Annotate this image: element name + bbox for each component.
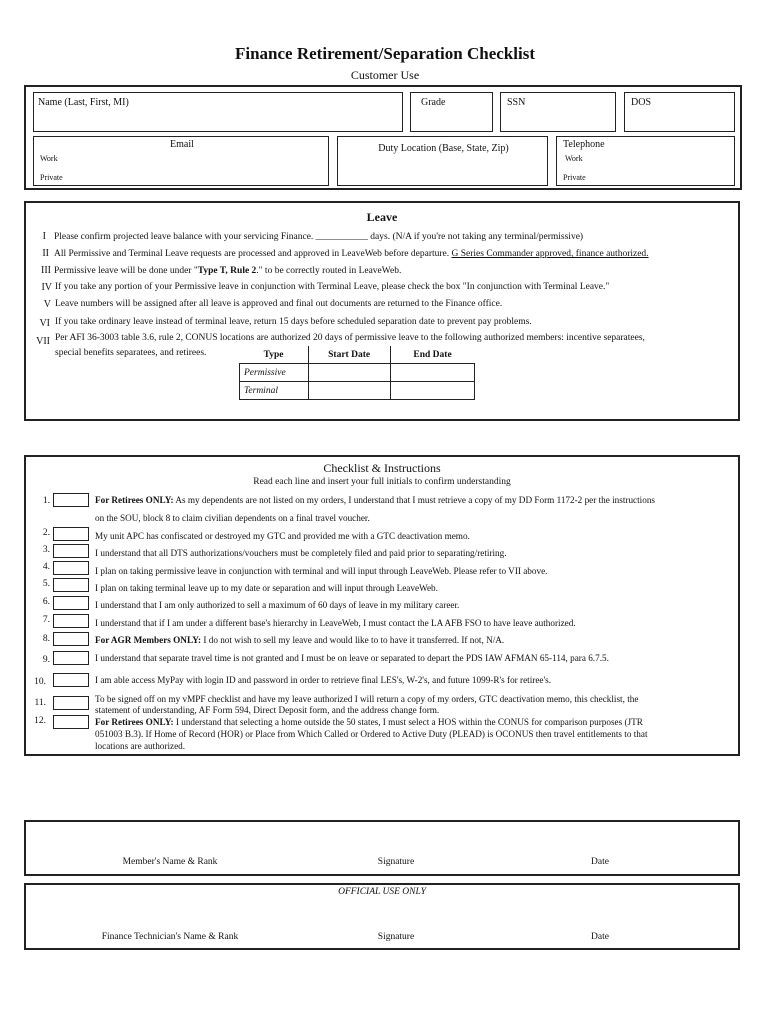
email-private-label: Private xyxy=(40,173,63,182)
checklist-item-9: I understand that separate travel time is not granted and I must be on leave or separated to depart the PDS IAW AFMAN 65-114, para 6.7.5. xyxy=(95,653,609,663)
leave-item-7-cont: special benefits separatees, and retirees. xyxy=(55,348,207,358)
leave-num-5: V xyxy=(43,299,51,310)
leave-num-1: I xyxy=(42,231,46,242)
initials-box-10[interactable] xyxy=(53,673,89,687)
grade-label: Grade xyxy=(421,97,446,108)
leave-item-1: Please confirm projected leave balance with your servicing Finance. ___________ days. (N/A if you're not taking any terminal/permissive) xyxy=(54,232,584,242)
table-row xyxy=(240,382,475,400)
leave-item-3-text: Permissive leave will be done under " xyxy=(54,266,198,276)
leave-num-3: III xyxy=(41,265,51,276)
initials-box-3[interactable] xyxy=(53,544,89,558)
initials-box-2[interactable] xyxy=(53,527,89,541)
checklist-item-11: To be signed off on my vMPF checklist and have my leave authorized I will return a copy of my orders, GTC deactivation memo, this checklist, the xyxy=(95,694,639,704)
telephone-private-label: Private xyxy=(563,173,586,182)
leave-item-5: Leave numbers will be assigned after all leave is approved and final out documents are returned to the Finance office. xyxy=(55,299,503,309)
initials-box-4[interactable] xyxy=(53,561,89,575)
checklist-num-3: 3. xyxy=(42,545,50,555)
checklist-item-12-cont: 051003 B.3). If Home of Record (HOR) or Place from Which Called or Ordered to Active Duty (PLEAD) is OCONUS then travel entitlements to that xyxy=(95,729,648,739)
checklist-item-3: I understand that all DTS authorizations/vouchers must be completely filed and paid prior to separating/retiring. xyxy=(95,548,507,558)
telephone-label: Telephone xyxy=(563,139,605,150)
tech-name-label: Finance Technician's Name & Rank xyxy=(101,932,239,942)
checklist-item-8-text: I do not wish to sell my leave and would like to to have it transferred. If not, N/A. xyxy=(201,635,505,645)
permissive-start-date-cell[interactable] xyxy=(308,364,390,382)
permissive-end-date-cell[interactable] xyxy=(390,364,474,382)
checklist-num-12: 12. xyxy=(34,716,46,726)
checklist-num-10: 10. xyxy=(34,677,46,687)
checklist-num-7: 7. xyxy=(42,615,50,625)
initials-box-1[interactable] xyxy=(53,493,89,507)
checklist-num-8: 8. xyxy=(42,634,50,644)
leave-item-2 xyxy=(54,249,649,259)
checklist-item-7: I understand that if I am under a different base's hierarchy in LeaveWeb, I must contact the LA AFB FSO to have leave authorized. xyxy=(95,618,576,628)
tech-signature-label: Signature xyxy=(377,932,415,942)
checklist-item-12 xyxy=(95,716,643,728)
tech-date-label: Date xyxy=(591,932,609,942)
leave-table-row-permissive: Permissive xyxy=(240,364,309,382)
name-label: Name (Last, First, MI) xyxy=(38,97,129,108)
official-use-label: OFFICIAL USE ONLY xyxy=(338,887,426,897)
leave-table-header-start: Start Date xyxy=(308,346,390,364)
email-label: Email xyxy=(170,139,194,150)
checklist-num-1: 1. xyxy=(42,496,50,506)
leave-item-7: Per AFI 36-3003 table 3.6, rule 2, CONUS locations are authorized 20 days of permissive leave to the following authorized members: incentive separatees, xyxy=(55,333,645,343)
ssn-label: SSN xyxy=(507,97,526,108)
leave-item-3-after: ." to be correctly routed in LeaveWeb. xyxy=(256,266,402,276)
page-subtitle: Customer Use xyxy=(350,68,420,82)
telephone-field[interactable] xyxy=(556,136,735,186)
terminal-start-date-cell[interactable] xyxy=(308,382,390,400)
checklist-item-12-bold: For Retirees ONLY: xyxy=(95,717,174,727)
checklist-num-4: 4. xyxy=(42,562,50,572)
page-title: Finance Retirement/Separation Checklist xyxy=(235,44,535,63)
member-date-label: Date xyxy=(591,857,609,867)
checklist-item-6: I understand that I am only authorized to sell a maximum of 60 days of leave in my military career. xyxy=(95,600,460,610)
duty-location-field[interactable] xyxy=(337,136,548,186)
dos-label: DOS xyxy=(631,97,652,108)
checklist-item-1-text: As my dependents are not listed on my orders, I understand that I must retrieve a copy of my DD Form 1172-2 per the instructions xyxy=(173,495,655,505)
member-name-label: Member's Name & Rank xyxy=(122,857,218,867)
checklist-item-10: I am able access MyPay with login ID and password in order to retrieve final LES's, W-2's, and future 1099-R's for retiree's. xyxy=(95,675,552,685)
leave-title: Leave xyxy=(366,210,398,224)
initials-box-12[interactable] xyxy=(53,715,89,729)
leave-dates-table xyxy=(239,346,475,400)
leave-item-3 xyxy=(54,266,401,276)
leave-num-4: IV xyxy=(41,282,52,293)
leave-item-4: If you take any portion of your Permissive leave in conjunction with Terminal Leave, please check the box "In conjunction with Terminal Leave." xyxy=(55,282,610,292)
leave-item-2-text: All Permissive and Terminal Leave requests are processed and approved in LeaveWeb before departure. xyxy=(54,249,450,259)
grade-field[interactable] xyxy=(410,92,493,132)
checklist-num-9: 9. xyxy=(42,655,50,665)
member-signature-label: Signature xyxy=(377,857,415,867)
email-field[interactable] xyxy=(33,136,329,186)
leave-table-header-end: End Date xyxy=(390,346,474,364)
checklist-num-5: 5. xyxy=(42,579,50,589)
duty-location-label: Duty Location (Base, State, Zip) xyxy=(378,143,509,154)
initials-box-8[interactable] xyxy=(53,632,89,646)
leave-item-6: If you take ordinary leave instead of terminal leave, return 15 days before scheduled separation date to prevent pay problems. xyxy=(55,317,532,327)
ssn-field[interactable] xyxy=(500,92,616,132)
name-field[interactable] xyxy=(33,92,403,132)
initials-box-7[interactable] xyxy=(53,614,89,628)
checklist-num-2: 2. xyxy=(42,528,50,538)
checklist-item-4: I plan on taking permissive leave in conjunction with terminal and will input through LeaveWeb. Please refer to VII above. xyxy=(95,566,548,576)
leave-table-header-type: Type xyxy=(240,346,309,364)
checklist-item-5: I plan on taking terminal leave up to my date or separation and will input through LeaveWeb. xyxy=(95,583,438,593)
leave-item-3-bold: Type T, Rule 2 xyxy=(197,266,257,276)
checklist-item-1-bold: For Retirees ONLY: xyxy=(95,495,174,505)
initials-box-5[interactable] xyxy=(53,578,89,592)
telephone-work-label: Work xyxy=(565,154,583,163)
checklist-item-12-text: I understand that selecting a home outside the 50 states, I must select a HOS within the CONUS for comparison purposes (JTR xyxy=(173,717,643,727)
leave-num-7: VII xyxy=(36,336,50,347)
initials-box-9[interactable] xyxy=(53,651,89,665)
member-signature-section[interactable] xyxy=(24,820,740,876)
leave-item-2-underlined: G Series Commander approved, finance authorized. xyxy=(451,249,649,259)
checklist-item-11-cont: statement of understanding, AF Form 594, Direct Deposit form, and the address change form. xyxy=(95,705,440,715)
table-row xyxy=(240,364,475,382)
terminal-end-date-cell[interactable] xyxy=(390,382,474,400)
initials-box-6[interactable] xyxy=(53,596,89,610)
checklist-item-12-cont2: locations are authorized. xyxy=(95,741,186,751)
checklist-num-6: 6. xyxy=(42,597,50,607)
initials-box-11[interactable] xyxy=(53,696,89,710)
checklist-item-8-bold: For AGR Members ONLY: xyxy=(95,635,202,645)
checklist-title: Checklist & Instructions xyxy=(323,461,441,475)
checklist-item-1-cont: on the SOU, block 8 to claim civilian dependents on a final travel voucher. xyxy=(95,513,370,523)
email-work-label: Work xyxy=(40,154,58,163)
leave-table-row-terminal: Terminal xyxy=(240,382,309,400)
checklist-item-8 xyxy=(95,634,504,646)
checklist-num-11: 11. xyxy=(34,698,46,708)
dos-field[interactable] xyxy=(624,92,735,132)
checklist-item-2: My unit APC has confiscated or destroyed my GTC and provided me with a GTC deactivation memo. xyxy=(95,531,470,541)
checklist-subtitle: Read each line and insert your full initials to confirm understanding xyxy=(253,477,511,487)
leave-num-2: II xyxy=(42,248,49,259)
leave-num-6: VI xyxy=(39,318,50,329)
checklist-item-1 xyxy=(95,494,655,506)
